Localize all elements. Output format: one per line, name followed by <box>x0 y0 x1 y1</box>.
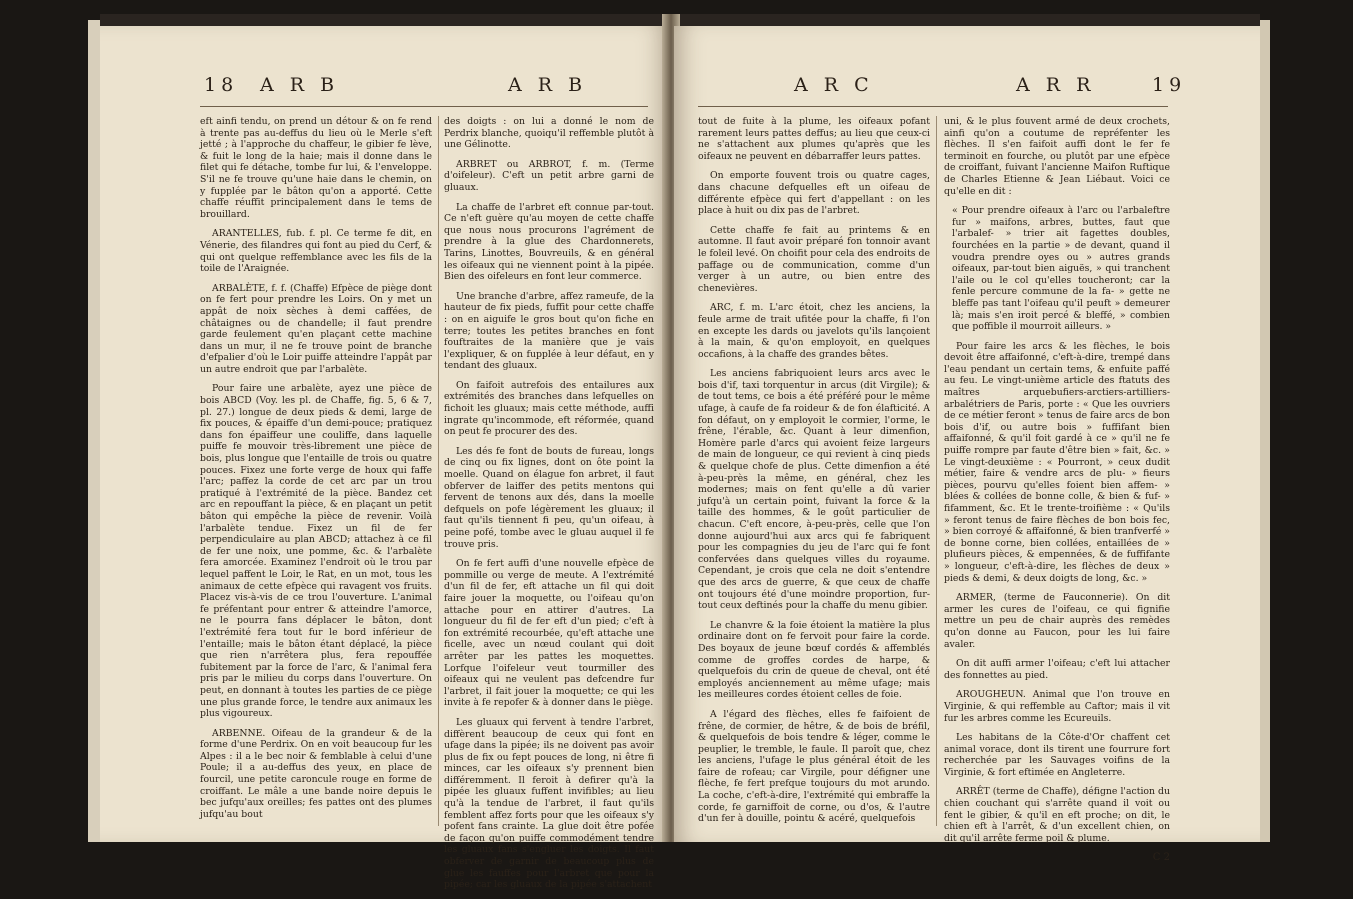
paragraph: des doigts : on lui a donné le nom de Perdrix blanche, quoiqu'il reffemble plutôt à une Gélinotte. <box>444 116 654 151</box>
paragraph: Les gluaux qui fervent à tendre l'arbret, diffèrent beaucoup de ceux qui font en ufage dans la pipée; ils ne doivent pas avoir plus de fix ou fept pouces de long, ni être fi minces, car les oifeaux s'y prennent bien différemment. Il feroit à defirer qu'à la pipée les gluaux fuffent invifibles; au lieu qu'à la tendue de l'arbret, il faut qu'ils femblent affez forts pour que les oifeaux s'y pofent fans crainte. La glue doit être pofée de façon qu'on puiffe commodément tendre les gluaux fans s'engluer les doigts. Il faut obferver de garnir de beaucoup plus de glue les fauffes pour l'arbret que pour la pipée; car les gluaux de la pipée s'attachent <box>444 716 654 891</box>
paragraph: tout de fuite à la plume, les oifeaux pofant rarement leurs pattes deffus; au lieu que ceux-ci ne s'attachent aux plumes qu'après que les oifeaux ne peuvent en débarraffer leurs pattes. <box>698 116 930 162</box>
paragraph: AROUGHEUN. Animal que l'on trouve en Virginie, & qui reffemble au Caftor; mais il vit fur les arbres comme les Ecureuils. <box>944 689 1170 724</box>
left-column-1 <box>200 116 432 828</box>
paragraph: ARANTELLES, fub. f. pl. Ce terme fe dit, en Vénerie, des filandres qui font au pied du Cerf, & qui ont quelque reffemblance avec les fils de la toile de l'Araignée. <box>200 228 432 275</box>
running-head-left: A R C <box>794 74 874 96</box>
paragraph: A l'égard des flèches, elles fe faifoient de frêne, de cormier, de hêtre, & de bois de bréfil, & quelquefois de bois tendre & léger, comme le peuplier, le tremble, le faule. Il paroît que, chez les anciens, l'ufage le plus général étoit de les faire de rofeau; car Virgile, pour défigner une flèche, fe fert prefque toujours du mot arundo. La coche, c'eft-à-dire, l'extrémité qui embraffe la corde, fe garniffoit de corne, ou d'os, & l'autre d'un fer à douille, pointu & acéré, quelquefois <box>698 708 930 825</box>
paragraph: Les habitans de la Côte-d'Or chaffent cet animal vorace, dont ils tirent une fourrure fort recherchée par les Sauvages voifins de la Virginie, & fort eftimée en Angleterre. <box>944 732 1170 778</box>
paragraph: ARBENNE. Oifeau de la grandeur & de la forme d'une Perdrix. On en voit beaucoup fur les Alpes : il a le bec noir & femblable à celui d'une Poule; il a au-deffus des yeux, en place de fourcil, une petite caroncule rouge en forme de croiffant. Le mâle a une bande noire depuis le bec jufqu'aux oreilles; fes pattes ont des plumes jufqu'au bout <box>200 727 432 820</box>
paragraph: La chaffe de l'arbret eft connue par-tout. Ce n'eft guère qu'au moyen de cette chaffe que nous nous procurons l'agrément de prendre à la glue des Chardonnerets, Tarins, Linottes, Bouvreuils, & en général les oifeaux qui ne viennent point à la pipée. Bien des oifeleurs en font leur commerce. <box>444 201 654 283</box>
paragraph: ARMER, (terme de Fauconnerie). On dit armer les cures de l'oifeau, ce qui fignifie mettre un peu de chair auprès des remèdes qu'on donne au Faucon, pour les lui faire avaler. <box>944 592 1170 650</box>
paragraph: On fe fert auffi d'une nouvelle efpèce de pommille ou verge de meute. A l'extrémité d'un fil de fer, eft attache un fil qui doit faire jouer la moquette, ou l'oifeau qu'on attache pour en attirer d'autres. La longueur du fil de fer eft d'un pied; c'eft à fon extrémité recourbée, qu'eft attache une ficelle, avec un nœud coulant qui doit arrêter par les pattes les moquettes. Lorfque l'oifeleur veut tourmiller des oifeaux qui ne veulent pas defcendre fur l'arbret, il fait jouer la moquette; ce qui les invite à fe repofer & à donner dans le piège. <box>444 558 654 709</box>
signature-mark: C 2 <box>1152 852 1170 864</box>
running-head-right: A R B <box>508 74 588 96</box>
right-page-header <box>674 74 1260 104</box>
paragraph: uni, & le plus fouvent armé de deux crochets, ainfi qu'on a coutume de repréfenter les flèches. Il s'en faifoit auffi dont le fer fe terminoit en fourche, ou plutôt par une efpèce de croiffant, fuivant l'ancienne Maifon Ruftique de Charles Etienne & Jean Liébaut. Voici ce qu'elle en dit : <box>944 116 1170 197</box>
column-divider <box>438 116 439 826</box>
header-rule <box>698 106 1168 107</box>
paragraph: On dit auffi armer l'oifeau; c'eft lui attacher des fonnettes au pied. <box>944 658 1170 681</box>
paragraph: On faifoit autrefois des entailures aux extrémités des branches dans lefquelles on fichoit les gluaux; mais cette méthode, auffi ingrate qu'incommode, eft réformée, quand on peut fe procurer des des. <box>444 379 654 438</box>
paragraph: ARRÊT (terme de Chaffe), défigne l'action du chien couchant qui s'arrête quand il voit ou fent le gibier, & qu'il en eft proche; on dit, le chien eft à l'arrêt, & d'un excellent chien, on dit qu'il arrête ferme poil & plume. <box>944 786 1170 844</box>
running-head-left: A R B <box>260 74 340 96</box>
page-number: 18 <box>204 74 239 96</box>
paragraph: Cette chaffe fe fait au printems & en automne. Il faut avoir préparé fon tonnoir avant le foleil levé. On choifit pour cela des endroits de paffage ou de communication, comme d'un verger à un autre, ou bien entre des chenevières. <box>698 224 930 294</box>
right-page <box>674 26 1260 864</box>
header-rule <box>200 106 648 107</box>
paragraph: Pour faire les arcs & les flèches, le bois devoit être affaifonné, c'eft-à-dire, trempé dans l'eau pendant un certain tems, & enfuite paffé au feu. Le vingt-unième article des ftatuts des maîtres arquebufiers-arctiers-artilliers-arbalétriers de Paris, porte : « Que les ouvriers de ce métier feront » tenus de faire arcs de bon bois d'if, ou autre bois » fuffifant bien affaifonné, & qu'il foit gardé à ce » qu'il ne fe puiffe rompre par faute d'être bien » fait, &c. » Le vingt-deuxième : « Pourront, » ceux dudit métier, faire & vendre arcs de plu- » fieurs pièces, pourvu qu'elles foient bien affem- » blées & collées de bonne colle, & bien & fuf- » fifamment, &c. Et le trente-troifième : « Qu'ils » feront tenus de faire flèches de bon bois fec, » bien corroyé & affaifonné, & bien tranfverfé » de bonne corne, bien collées, entaillées de » plufieurs pièces, & empennées, & de fuffifante » longueur, c'eft-à-dire, les flèches de deux » pieds & demi, & deux doigts de long, &c. » <box>944 340 1170 584</box>
right-column-2 <box>944 116 1170 864</box>
paragraph: Les dés fe font de bouts de fureau, longs de cinq ou fix lignes, dont on ôte point la moelle. Quand on élague fon arbret, il faut obferver de laiffer des petits mentons qui fervent de tenons aux dés, dans la moelle defquels on pofe légèrement les gluaux; il faut qu'ils tiennent fi peu, qu'un oifeau, à peine pofé, tombe avec le gluau auquel il fe trouve pris. <box>444 445 654 550</box>
paragraph: Pour faire une arbalète, ayez une pièce de bois ABCD (Voy. les pl. de Chaffe, fig. 5, 6 & 7, pl. 27.) longue de deux pieds & demi, large de fix pouces, & épaiffe d'un demi-pouce; pratiquez dans fon épaiffeur une couliffe, dans laquelle puiffe fe mouvoir très-librement une pièce de bois, plus longue que l'entaille de trois ou quatre pouces. Fixez une forte verge de houx qui faffe l'arc; paffez la corde de cet arc par un trou pratiqué à l'extrémité de la pièce. Bandez cet arc en repouffant la pièce, & en plaçant un petit bâton qui empêche la pièce de revenir. Voilà l'arbalète tendue. Fixez un fil de fer perpendiculaire au plan ABCD; attachez à ce fil de fer une noix, une pomme, &c. & l'arbalète fera amorcée. Examinez l'endroit où le trou par lequel paffent le Loir, le Rat, en un mot, tous les animaux de cette efpèce qui ravagent vos fruits. Placez vis-à-vis de ce trou l'ouverture. L'animal fe préfentant pour entrer & atteindre l'amorce, ne le pourra fans déplacer le bâton, dont l'extrémité fera tout fur le bord inférieur de l'entaille; mais le bâton étant déplacé, la pièce que rien n'arrêtera plus, fera repouffée fubitement par la force de l'arc, & l'animal fera pris par le milieu du corps dans l'ouverture. On peut, en donnant à toutes les parties de ce piège une plus grande force, le tendre aux animaux les plus vigoureux. <box>200 383 432 720</box>
paragraph: Les anciens fabriquoient leurs arcs avec le bois d'if, taxi torquentur in arcus (dit Virgile); & de tout tems, ce bois a été préféré pour le même ufage, à caufe de fa roideur & de fon élafticité. A fon défaut, on y employoit le cormier, l'orme, le frêne, l'érable, &c. Quant à leur dimenfion, Homère parle d'arcs qui avoient feize largeurs de main de longueur, ce qui revient à cinq pieds & quelque chofe de plus. Cette dimenfion a été à-peu-près la même, en général, chez les modernes; mais on fent qu'elle a dû varier jufqu'à un certain point, fuivant la force & la taille des hommes, & le goût particulier de chacun. C'eft encore, à-peu-près, celle que l'on donne aujourd'hui aux arcs qui fe fabriquent pour les compagnies du jeu de l'arc qui fe font confervées dans quelques villes du royaume. Cependant, je crois que cela ne doit s'entendre que des arcs de guerre, & que ceux de chaffe ont toujours été d'une moindre proportion, fur-tout ceux deftinés pour la chaffe du menu gibier. <box>698 368 930 612</box>
page-number: 19 <box>1152 74 1187 96</box>
paragraph: On emporte fouvent trois ou quatre cages, dans chacune defquelles eft un oifeau de différente efpèce qui fert d'appellant : on les place à huit ou dix pas de l'arbret. <box>698 170 930 217</box>
quotation: « Pour prendre oifeaux à l'arc ou l'arbaleftre fur » maifons, arbres, buttes, faut que l'arbalef- » trier ait fagettes doubles, fourchées en la partie » de devant, quand il voudra prendre oyes ou » autres grands oifeaux, par-tout bien aiguës, » qui tranchent l'aile ou le col qu'elles toucheront; car la fenle percure commune de la fa- » gette ne bleffe pas tant l'oifeau qu'il peuft » demeurer là; mais s'en iroit percé & bleffé, » combien que poffible il mourroit ailleurs. » <box>952 205 1170 333</box>
paragraph: Le chanvre & la foie étoient la matière la plus ordinaire dont on fe fervoit pour faire la corde. Des boyaux de jeune bœuf cordés & affemblés comme de groffes cordes de harpe, & quelquefois du crin de queue de cheval, ont été employés anciennement au même ufage; mais les meilleures cordes étoient celles de foie. <box>698 619 930 701</box>
open-book <box>100 14 1260 891</box>
paragraph: ARBRET ou ARBROT, f. m. (Terme d'oifeleur). C'eft un petit arbre garni de gluaux. <box>444 158 654 193</box>
paragraph: ARBALÈTE, f. f. (Chaffe) Efpèce de piège dont on fe fert pour prendre les Loirs. On y met un appât de noix sèches à demi caffées, de châtaignes ou de chandelle; il faut prendre garde feulement qu'en plaçant cette machine dans un mur, il ne fe trouve point de branche d'efpalier d'où le Loir puiffe atteindre l'appât par un autre endroit que par l'arbalète. <box>200 282 432 375</box>
left-page-header <box>100 74 668 104</box>
left-page <box>100 26 668 891</box>
column-divider <box>936 116 937 826</box>
left-column-2 <box>444 116 654 899</box>
right-column-1 <box>698 116 930 833</box>
running-head-right: A R R <box>1016 74 1096 96</box>
paragraph: eft ainfi tendu, on prend un détour & on fe rend à trente pas au-deffus du lieu où le Merle s'eft jetté ; à l'approche du chaffeur, le gibier fe lève, & fuit le long de la haie; mais il donne dans le filet qui fe détache, tombe fur lui, & l'enveloppe. S'il ne fe trouve qu'une haie dans le chemin, on y fupplée par le bâton qu'on a apporté. Cette chaffe réuffit principalement dans le tems de brouillard. <box>200 116 432 220</box>
paragraph: ARC, f. m. L'arc étoit, chez les anciens, la feule arme de trait ufitée pour la chaffe, fi l'on en excepte les dards ou javelots qu'ils lançoient à la main, & qu'on employoit, en quelques occafions, à la chaffe des grandes bêtes. <box>698 302 930 360</box>
paragraph: Une branche d'arbre, affez rameufe, de la hauteur de fix pieds, fuffit pour cette chaffe : on en aiguife le gros bout qu'on fiche en terre; toutes les petites branches en font fouftraites de la manière que je vais l'expliquer, & on fupplée à leur défaut, en y tendant des gluaux. <box>444 290 654 372</box>
